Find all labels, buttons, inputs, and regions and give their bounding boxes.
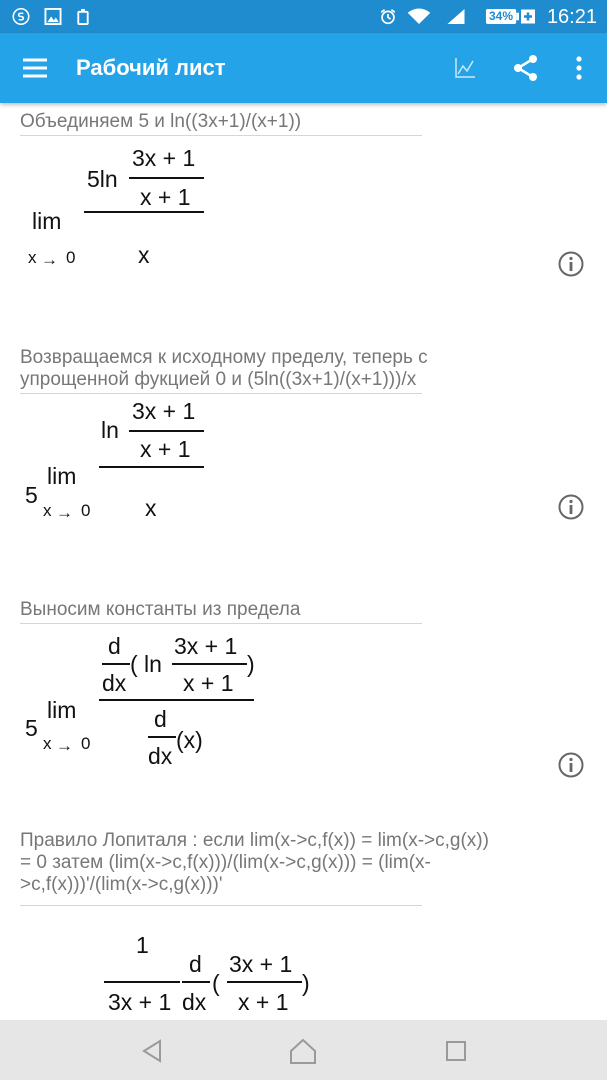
phone-clean-icon: [76, 8, 90, 25]
den-deriv-bar: [148, 736, 176, 738]
coef-ln: 5ln: [87, 166, 118, 192]
lim-sub-var: x: [43, 501, 52, 520]
den-fraction: 3x + 1: [108, 989, 172, 1015]
share-icon[interactable]: [508, 50, 544, 86]
inner-denominator: x + 1: [140, 436, 191, 462]
main-fraction-bar: [99, 699, 254, 701]
den-deriv-d: d: [154, 706, 167, 732]
inner-fraction-bar: [227, 981, 302, 983]
lim-sub-arrow: →: [41, 250, 58, 269]
wifi-icon: [406, 8, 432, 25]
deriv-bar: [182, 981, 210, 983]
graph-icon[interactable]: [447, 50, 483, 86]
den-argument: (x): [176, 727, 203, 753]
fraction-bar: [104, 981, 180, 983]
deriv-bar: [102, 663, 130, 665]
inner-numerator: 3x + 1: [132, 398, 196, 424]
inner-numerator: 3x + 1: [229, 951, 293, 977]
more-vert-icon[interactable]: [561, 50, 597, 86]
deriv-dx: dx: [102, 670, 127, 696]
step-title-1: Объединяем 5 и ln((3x+1)/(x+1)): [20, 111, 302, 132]
signal-icon: [446, 8, 466, 25]
open-paren: (: [212, 970, 220, 996]
deriv-d: d: [108, 633, 121, 659]
lim-label: lim: [32, 208, 62, 234]
inner-numerator: 3x + 1: [132, 145, 196, 171]
close-paren: ): [302, 970, 310, 996]
menu-icon[interactable]: [17, 50, 53, 86]
deriv-dx: dx: [182, 989, 207, 1015]
main-denominator: x: [138, 242, 150, 268]
recents-icon[interactable]: [441, 1036, 471, 1066]
alarm-icon: [378, 8, 398, 25]
num-one: 1: [136, 932, 149, 958]
inner-numerator: 3x + 1: [174, 633, 238, 659]
status-time: 16:21: [546, 6, 597, 28]
inner-fraction-bar: [172, 663, 247, 665]
step-divider: [20, 905, 422, 906]
inner-denominator: x + 1: [238, 989, 289, 1015]
step-divider: [20, 135, 422, 136]
lim-label: lim: [47, 697, 77, 723]
inner-denominator: x + 1: [183, 670, 234, 696]
main-denominator: x: [145, 495, 157, 521]
lim-label: lim: [47, 463, 77, 489]
lim-sub-value: 0: [81, 734, 91, 753]
lim-sub-value: 0: [81, 501, 91, 520]
battery-percent: 34%: [489, 9, 514, 23]
lim-sub-arrow: →: [56, 736, 73, 755]
step-title-2: Возвращаемся к исходному пределу, теперь с упрощенной фукцией 0 и (5ln((3x+1)/(x+1)))/x: [20, 347, 428, 390]
info-icon[interactable]: [557, 493, 585, 521]
info-icon[interactable]: [557, 751, 585, 779]
gallery-icon: [44, 8, 62, 25]
lim-sub-var: x: [43, 734, 52, 753]
step-divider: [20, 623, 422, 624]
app-s-icon: [10, 8, 32, 25]
home-icon[interactable]: [288, 1036, 318, 1066]
lim-sub-arrow: →: [56, 503, 73, 522]
den-deriv-dx: dx: [148, 743, 173, 769]
app-bar: [0, 33, 607, 103]
inner-fraction-bar: [129, 430, 204, 432]
lim-sub-value: 0: [66, 248, 76, 267]
inner-fraction-bar: [129, 177, 204, 179]
worksheet-content: [0, 103, 607, 1020]
charging-plus-icon: [521, 8, 535, 25]
page-title: Рабочий лист: [76, 55, 226, 80]
step-title-4: Правило Лопиталя : если lim(x->c,f(x)) = lim(x->c,g(x)) = 0 затем (lim(x->c,f(x)))/(lim(x->c,g(x))) = (lim(x->c,f(x)))'/(lim(x->c,g(x)))': [20, 830, 489, 895]
main-fraction-bar: [99, 466, 204, 468]
nav-bar: [0, 1020, 607, 1080]
lim-sub-var: x: [28, 248, 37, 267]
open-paren-ln: ( ln: [130, 651, 162, 677]
inner-denominator: x + 1: [140, 184, 191, 210]
status-bar: [0, 0, 607, 33]
main-fraction-bar: [84, 211, 204, 213]
coef-five: 5: [25, 482, 38, 508]
back-icon[interactable]: [138, 1036, 168, 1066]
deriv-d: d: [189, 951, 202, 977]
info-icon[interactable]: [557, 250, 585, 278]
step-divider: [20, 393, 422, 394]
coef-five: 5: [25, 715, 38, 741]
step-title-3: Выносим константы из предела: [20, 599, 301, 620]
ln-label: ln: [101, 417, 119, 443]
close-paren: ): [247, 651, 255, 677]
